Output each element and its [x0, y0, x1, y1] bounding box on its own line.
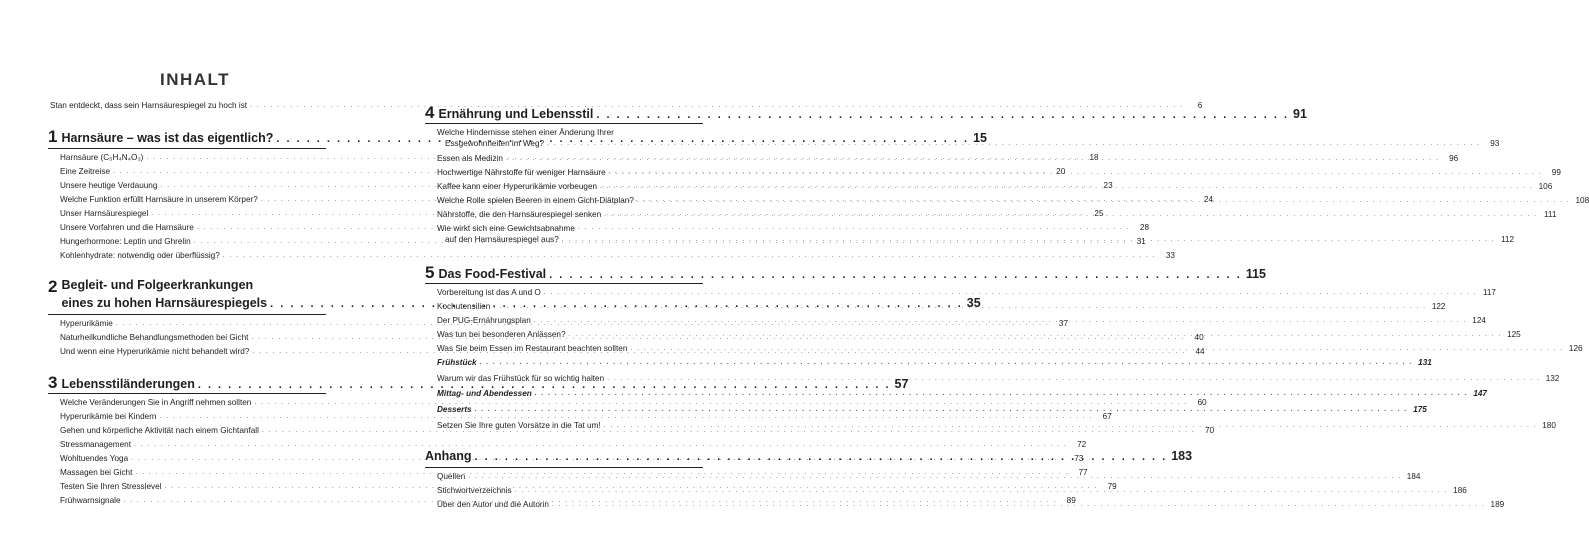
toc-entry[interactable]: Und wenn eine Hyperurikämie nicht behandelt wird? . . . 44 [60, 346, 327, 357]
toc-entry[interactable]: Welche Funktion erfüllt Harnsäure in unserem Körper? . . . 24 [60, 194, 327, 205]
chapter-3-heading[interactable] [48, 373, 909, 392]
toc-entry[interactable]: Der PUG-Ernährungsplan . . . 124 [437, 315, 703, 326]
toc-intro-entry[interactable] [50, 100, 1203, 111]
appendix-rule [425, 467, 703, 468]
toc-entry[interactable]: Testen Sie Ihren Stresslevel . . . 79 [60, 481, 327, 492]
toc-entry[interactable]: Frühwarnsignale . . . 89 [60, 495, 327, 506]
toc-entry-multiline[interactable]: Wie wirkt sich eine Gewichtsabnahme auf den Harnsäurespiegel aus? . . . 112 [437, 223, 703, 245]
chapter-4-heading[interactable] [425, 103, 1307, 122]
chapter-page: 57 [894, 377, 909, 391]
entry-label: Stan entdeckt, dass sein Harnsäurespiegel zu hoch ist [50, 101, 248, 110]
toc-entry[interactable]: Über den Autor und die Autorin . . . 189 [437, 499, 703, 510]
chapter-title: Lebensstiländerungen [61, 377, 195, 391]
toc-entry[interactable]: Stichwortverzeichnis . . . 186 [437, 485, 703, 496]
chapter-5-rule [425, 283, 703, 284]
toc-entry[interactable]: Setzen Sie Ihre guten Vorsätze in die Tat um! . . . 180 [437, 420, 703, 431]
toc-entry-multiline[interactable]: Welche Hindernisse stehen einer Änderung Ihrer Essgewohnheiten im Weg? . . . 93 [437, 127, 703, 149]
chapter-title: Ernährung und Lebensstil [438, 107, 594, 121]
chapter-page: 115 [1245, 267, 1267, 281]
toc-entry[interactable]: Harnsäure (C₅H₄N₄O₃) . . . 18 [60, 152, 327, 163]
toc-entry[interactable]: Essen als Medizin . . . 96 [437, 153, 703, 164]
chapter-number: 5 [425, 263, 435, 282]
chapter-2-rule [48, 314, 326, 315]
toc-entry[interactable]: Eine Zeitreise . . . 20 [60, 166, 327, 177]
toc-entry[interactable]: Welche Rolle spielen Beeren in einem Gicht-Diätplan? . . . 108 [437, 195, 703, 206]
chapter-title-line2: eines zu hohen Harnsäurespiegels [61, 296, 268, 310]
chapter-title: Harnsäure – was ist das eigentlich? [61, 131, 274, 145]
toc-entry[interactable]: Massagen bei Gicht . . . 77 [60, 467, 327, 478]
toc-entry[interactable]: Was tun bei besonderen Anlässen? . . . 125 [437, 329, 703, 340]
toc-entry[interactable]: Welche Veränderungen Sie in Angriff nehmen sollten . . . 60 [60, 397, 327, 408]
toc-entry[interactable]: Nährstoffe, die den Harnsäurespiegel senken . . . 111 [437, 209, 703, 220]
toc-entry[interactable]: Was Sie beim Essen im Restaurant beachten sollten . . . 126 [437, 343, 703, 354]
chapter-page: 91 [1293, 107, 1307, 121]
toc-entry[interactable]: Vorbereitung ist das A und O . . . 117 [437, 287, 703, 298]
entry-page: 6 [1197, 101, 1203, 110]
chapter-number: 3 [48, 373, 58, 392]
chapter-number: 1 [48, 127, 58, 146]
toc-entry[interactable]: Unsere heutige Verdauung . . . 23 [60, 180, 327, 191]
toc-entry[interactable]: Kohlenhydrate: notwendig oder überflüssig? . . . 33 [60, 250, 327, 261]
chapter-1-rule [48, 148, 326, 149]
toc-entry[interactable]: Unser Harnsäurespiegel . . . 25 [60, 208, 327, 219]
chapter-title: Das Food-Festival [438, 267, 547, 281]
toc-entry[interactable]: Hungerhormone: Leptin und Ghrelin . . . 31 [60, 236, 327, 247]
toc-entry[interactable]: Kochutensilien . . . 122 [437, 301, 703, 312]
toc-entry[interactable]: Hyperurikämie bei Kindern . . . 67 [60, 411, 327, 422]
toc-entry[interactable]: Quellen . . . 184 [437, 471, 703, 482]
toc-entry[interactable]: Naturheilkundliche Behandlungsmethoden bei Gicht . . . 40 [60, 332, 327, 343]
toc-entry[interactable]: Warum wir das Frühstück für so wichtig halten . . . 132 [437, 373, 703, 384]
toc-entry[interactable]: Hyperurikämie . . . 37 [60, 318, 327, 329]
chapter-page: 35 [966, 296, 981, 310]
toc-entry[interactable]: Hochwertige Nährstoffe für weniger Harnsäure . . . 99 [437, 167, 703, 178]
chapter-number: 4 [425, 103, 435, 122]
chapter-page: 15 [973, 131, 987, 145]
toc-entry[interactable]: Kaffee kann einer Hyperurikämie vorbeugen . . . 106 [437, 181, 703, 192]
chapter-4-rule [425, 123, 703, 124]
appendix-page: 183 [1171, 449, 1193, 463]
appendix-title: Anhang [425, 449, 472, 463]
toc-entry[interactable]: Wohltuendes Yoga . . . 73 [60, 453, 327, 464]
toc-title: INHALT [160, 70, 231, 89]
toc-entry[interactable]: Unsere Vorfahren und die Harnsäure . . . 28 [60, 222, 327, 233]
toc-entry[interactable]: Gehen und körperliche Aktivität nach einem Gichtanfall . . . 70 [60, 425, 327, 436]
toc-entry-recipe-section[interactable]: Desserts . . . 175 [437, 404, 703, 415]
chapter-5-heading[interactable] [425, 263, 1267, 282]
toc-entry-recipe-section[interactable]: Frühstück . . . 131 [437, 357, 703, 368]
chapter-1-heading[interactable] [48, 127, 987, 146]
toc-entry-recipe-section[interactable]: Mittag- und Abendessen . . . 147 [437, 388, 703, 399]
chapter-number: 2 [48, 277, 58, 296]
chapter-3-rule [48, 393, 326, 394]
toc-entry[interactable]: Stressmanagement . . . 72 [60, 439, 327, 450]
chapter-title-line1: Begleit- und Folgeerkrankungen [61, 278, 254, 292]
